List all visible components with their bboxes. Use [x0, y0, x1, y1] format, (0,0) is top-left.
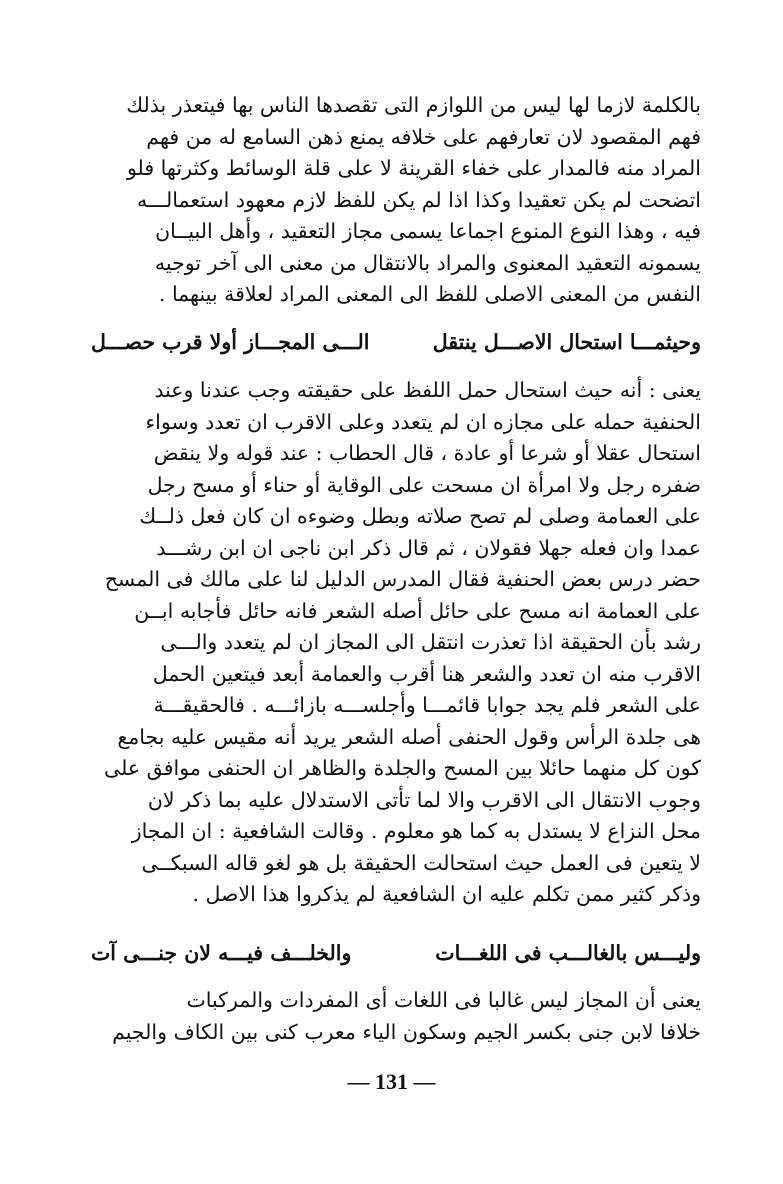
paragraph-2 — [91, 375, 701, 911]
text-line: يعنى أن المجاز ليس غالبا فى اللغات أى المفردات والمركبات — [186, 988, 701, 1012]
text-line: يعنى : أنه حيث استحال حمل اللفظ على حقيقته وجب عندنا وعند — [154, 378, 701, 402]
verse-1 — [91, 327, 701, 359]
text-line: استحال عقلا أو شرعا أو عادة ، قال الحطاب : عند قوله ولا ينقض — [153, 441, 701, 465]
text-line: رشد بأن الحقيقة اذا تعذرت انتقل الى المجاز ان لم يتعدد والـــى — [160, 630, 701, 654]
text-line: النفس من المعنى الاصلى للفظ الى المعنى المراد لعلاقة بينهما . — [158, 282, 701, 306]
text-line: الاقرب منه ان تعدد والشعر هنا أقرب والعمامة أبعد فيتعين الحمل — [152, 661, 701, 686]
verse-2 — [91, 938, 701, 970]
text-line: حضر درس بعض الحنفية فقال المدرس الدليل لنا على مالك فى المسح — [104, 567, 701, 591]
paragraph-3 — [91, 985, 701, 1048]
text-line: عمدا وان فعله جهلا فقولان ، ثم قال ذكر ابن ناجى ان ابن رشـــد — [156, 535, 701, 560]
text-line: على العمامة انه مسح على حائل أصله الشعر فانه حائل فأجابه ابــن — [134, 598, 701, 623]
text-line: محل النزاع لا يستدل به كما هو معلوم . وقالت الشافعية : ان المجاز — [131, 819, 701, 843]
text-line: على العمامة وصلى لم تصح صلاته وبطل وضوءه ان كان فعل ذلــك — [139, 504, 701, 528]
text-line: وذكر كثير ممن تكلم عليه ان الشافعية لم يذكروا هذا الاصل . — [192, 882, 701, 906]
text-line: ضفره رجل ولا امرأة ان مسحت على الوقاية أو حناء أو مسح رجل — [147, 472, 701, 497]
text-line: كون كل منهما حائلا بين المسح والجلدة والظاهر ان الحنفى موافق على — [104, 756, 701, 780]
verse-1-first-hemistich: وحيثمـــا استحال الاصـــل ينتقل — [432, 330, 701, 354]
text-line: هى جلدة الرأس وقول الحنفى أصله الشعر يريد أنه مقيس عليه بجامع — [117, 724, 701, 749]
verse-1-second-hemistich: الـــى المجـــاز أولا قرب حصـــل — [91, 330, 370, 354]
text-line: فيه ، وهذا النوع المنوع اجماعا يسمى مجاز التعقيد ، وأهل البيــان — [155, 219, 701, 243]
text-line: اتضحت لم يكن تعقيدا وكذا اذا لم يكن للفظ لازم معهود استعمالـــه — [137, 187, 701, 212]
text-line: بالكلمة لازما لها ليس من اللوازم التى تقصدها الناس بها فيتعذر بذلك — [126, 93, 701, 117]
text-line: على الشعر فلم يجد جوابا قائمـــا وأجلســـه بازائـــه . فالحقيقـــة — [153, 693, 701, 717]
text-line: وجوب الانتقال الى الاقرب والا لما تأتى الاستدلال عليه بما ذكر لان — [147, 787, 701, 812]
text-line: يسمونه التعقيد المعنوى والمراد بالانتقال من معنى الى آخر توجيه — [154, 250, 701, 275]
text-line: لا يتعين فى العمل حيث استحالت الحقيقة بل هو لغو قاله السبكــى — [141, 850, 701, 875]
page-number: — 131 — — [347, 1069, 436, 1094]
verse-2-first-hemistich: وليـــس بالغالـــب فى اللغـــات — [435, 941, 701, 965]
text-line: الحنفية حمله على مجازه ان لم يتعدد وعلى الاقرب ان تعدد وسواء — [145, 409, 701, 434]
paragraph-1 — [91, 90, 701, 311]
text-line: خلافا لابن جنى بكسر الجيم وسكون الياء معرب كنى بين الكاف والجيم — [112, 1019, 701, 1044]
text-line: المراد منه فالمدار على خفاء القرينة لا على قلة الوسائط وكثرتها فلو — [126, 156, 701, 180]
text-line: فهم المقصود لان تعارفهم على خلافه يمنع ذهن السامع له من فهم — [146, 124, 701, 149]
verse-2-second-hemistich: والخلـــف فيـــه لان جنـــى آت — [91, 941, 352, 965]
